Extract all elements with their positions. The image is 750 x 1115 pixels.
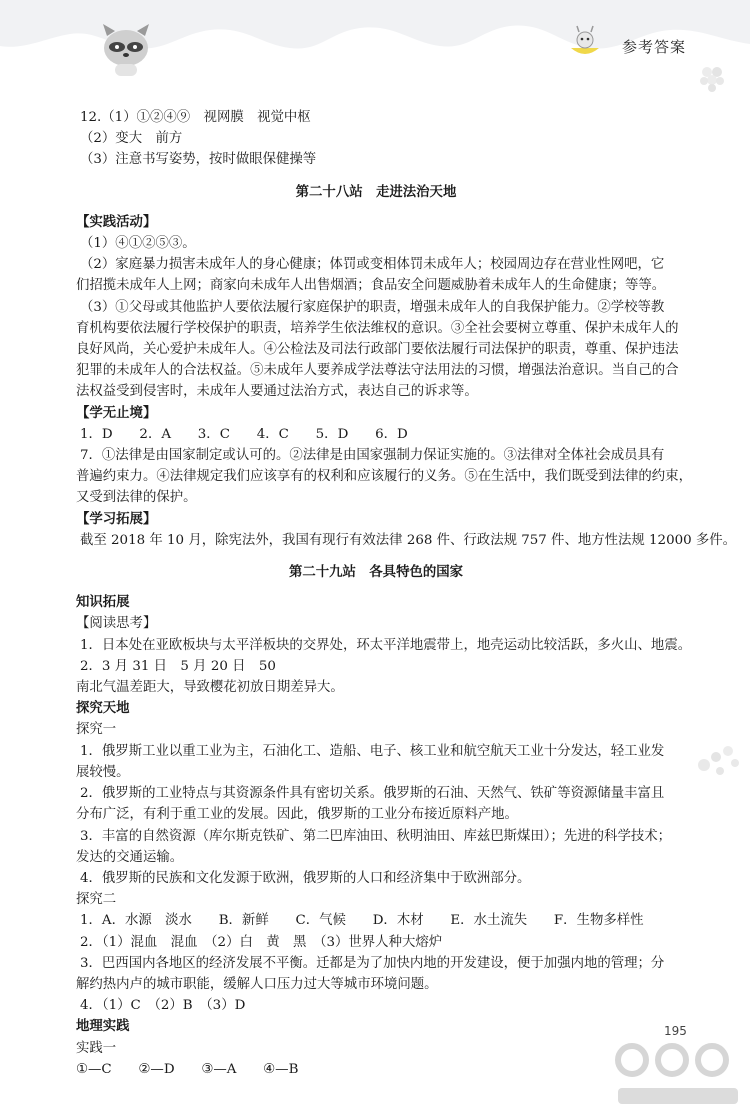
answer-content [76,107,737,1080]
explore-one-2b: 分布广泛，有利于重工业的发展。因此，俄罗斯的工业分布接近原料产地。 [76,807,518,823]
practice-one-answers: ①—C ②—D ③—A ④—B [76,1061,299,1077]
explore-two-3a: 3．巴西国内各地区的经济发展不平衡。迁都是为了加快内地的开发建设，便于加强内地的管理；分 [80,955,665,971]
explore-one-1b: 展较慢。 [76,764,130,780]
study-answers-1-6: 1．D 2．A 3．C 4．C 5．D 6．D [80,426,408,442]
raccoon-icon [95,18,157,80]
study-heading: 【学无止境】 [76,405,157,421]
practice-one-heading: 实践一 [76,1040,117,1056]
explore-one-3a: 3．丰富的自然资源（库尔斯克铁矿、第二巴库油田、秋明油田、库兹巴斯煤田）；先进的科学技术； [80,828,672,844]
section-29-title: 第二十九站 各具特色的国家 [288,565,464,581]
top-banner [0,0,750,95]
explore-heading: 探究天地 [76,701,130,717]
practice-answer-3b: 育机构要依法履行学校保护的职责，培养学生依法维权的意识。③全社会要树立尊重、保护未成年人的 [76,320,679,336]
q12-line2: （2）变大 前方 [80,131,183,147]
section-28-title: 第二十八站 走进法治天地 [295,184,457,200]
page-number: 195 [664,1024,687,1038]
explore-two-4: 4．（1）C （2）B （3）D [80,998,246,1014]
reading-answer-3: 南北气温差距大，导致樱花初放日期差异大。 [76,680,344,696]
practice-answer-3a: （3）①父母或其他监护人要依法履行家庭保护的职责，增强未成年人的自我保护能力。②学校等教 [80,299,665,315]
practice-answer-1: （1）④①②⑤③。 [80,236,196,252]
practice-answer-2a: （2）家庭暴力损害未成年人的身心健康；体罚或变相体罚未成年人；校园周边存在营业性网吧，它 [80,257,665,273]
practice-answer-3d: 犯罪的未成年人的合法权益。⑤未成年人要养成学法尊法守法用法的习惯，增强法治意识。当自己的合 [76,363,679,379]
study-answer-7c: 又受到法律的保护。 [76,490,197,506]
practice-answer-3e: 法权益受到侵害时，未成年人要通过法治方式，表达自己的诉求等。 [76,384,478,400]
paw-decoration-icon [690,735,745,785]
study-answer-7a: 7．①法律是由国家制定或认可的。②法律是由国家强制力保证实施的。③法律对全体社会成员具有 [80,448,665,464]
reading-answer-1: 1．日本处在亚欧板块与太平洋板块的交界处，环太平洋地震带上，地壳运动比较活跃，多火山、地震。 [80,637,692,653]
practice-answer-3c: 良好风尚，关心爱护未成年人。④公检法及司法行政部门要依法履行司法保护的职责，尊重、保护违法 [76,342,679,358]
explore-one-heading: 探究一 [76,722,117,738]
explore-one-4: 4．俄罗斯的民族和文化发源于欧洲，俄罗斯的人口和经济集中于欧洲部分。 [80,870,531,886]
grape-icon [695,60,731,96]
extension-heading: 【学习拓展】 [76,511,157,527]
practice-heading: 【实践活动】 [76,214,157,230]
explore-one-3b: 发达的交通运输。 [76,849,184,865]
knowledge-heading: 知识拓展 [76,595,130,611]
explore-two-2: 2．（1）混血 混血 （2）白 黄 黑 （3）世界人种大熔炉 [80,934,443,950]
reading-answer-2: 2．3 月 31 日 5 月 20 日 50 [80,658,276,674]
geo-practice-heading: 地理实践 [76,1019,130,1035]
reading-heading: 【阅读思考】 [76,616,157,632]
study-answer-7b: 普遍约束力。④法律规定我们应该享有的权利和应该履行的义务。⑤在生活中，我们既受到法律的约束， [76,469,692,485]
explore-one-1a: 1．俄罗斯工业以重工业为主，石油化工、造船、电子、核工业和航空航天工业十分发达，轻工业发 [80,743,665,759]
practice-answer-2b: 们招揽未成年人上网；商家向未成年人出售烟酒；食品安全问题威胁着未成年人的生命健康；等等。 [76,278,666,294]
mascot-figure-icon [565,22,605,62]
watermark-logo-icon [610,1030,750,1115]
extension-text: 截至 2018 年 10 月，除宪法外，我国有现行有效法律 268 件、行政法规 757 件、地方性法规 12000 多件。 [80,532,737,548]
header-label: 参考答案 [622,38,687,56]
q12-line1: 12.（1）①②④⑨ 视网膜 视觉中枢 [80,110,311,125]
explore-one-2a: 2．俄罗斯的工业特点与其资源条件具有密切关系。俄罗斯的石油、天然气、铁矿等资源储量丰富且 [80,786,665,802]
q12-line3: （3）注意书写姿势，按时做眼保健操等 [80,152,317,168]
explore-two-1: 1．A．水源 淡水 B．新鲜 C．气候 D．木材 E．水土流失 F．生物多样性 [80,913,644,929]
explore-two-heading: 探究二 [76,892,117,908]
explore-two-3b: 解约热内卢的城市职能，缓解人口压力过大等城市环境问题。 [76,976,438,992]
